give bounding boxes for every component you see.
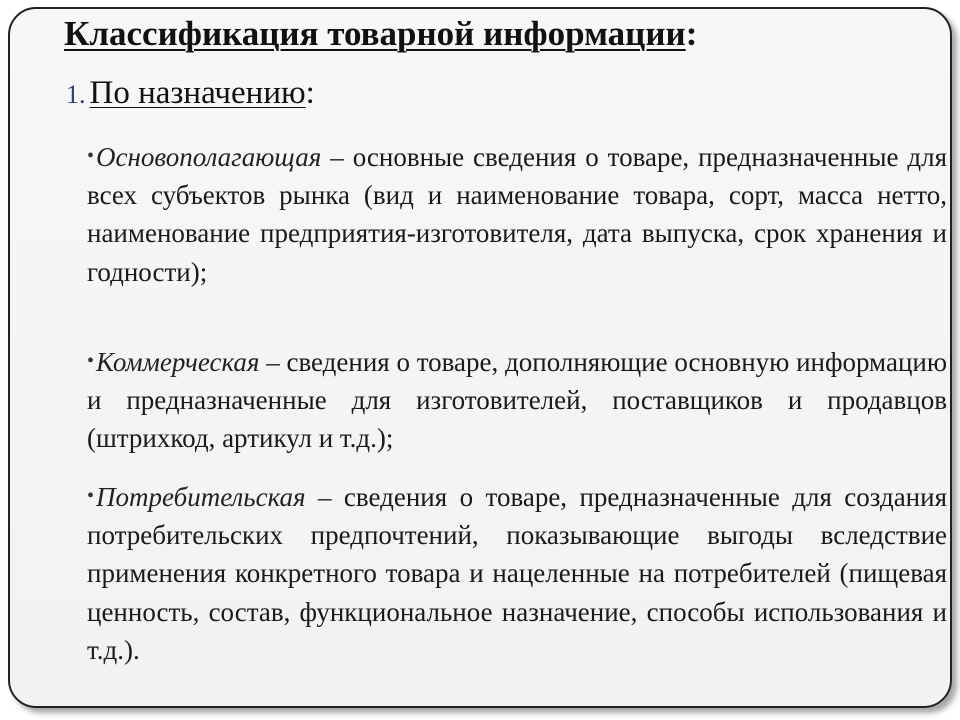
item-description: – сведения о товаре, предназначенные для создания потребительских предпочтений, показывающие выгоды вследствие применения конкретного товара и нацеленные на потребителей (пищевая ценность, состав, функциональное назначение, способы использования и т.д.). <box>87 482 947 665</box>
slide-title-text: Классификация товарной информации <box>64 14 686 53</box>
section-heading-text: По назначению <box>89 75 306 111</box>
item-term: Потребительская <box>96 482 306 512</box>
list-item-consumer <box>87 477 947 669</box>
item-description: – сведения о товаре, дополняющие основную информацию и предназначенные для изготовителей, поставщиков и продавцов (штрихкод, артикул и т.д.); <box>87 347 948 454</box>
bullet-icon: • <box>87 485 95 507</box>
item-description: – основные сведения о товаре, предназначенные для всех субъектов рынка (вид и наименование товара, сорт, масса нетто, наименование предприятия-изготовителя, дата выпуска, срок хранения и годности); <box>87 142 947 287</box>
slide-title <box>64 12 697 56</box>
list-item-commercial <box>87 342 947 458</box>
item-term: Коммерческая <box>96 347 260 377</box>
section-number: 1. <box>66 80 86 109</box>
item-term: Основополагающая <box>96 142 322 172</box>
bullet-icon: • <box>87 145 95 167</box>
bullet-icon: • <box>87 350 95 372</box>
section-heading-colon: : <box>305 75 315 111</box>
section-heading <box>66 71 315 117</box>
slide-title-colon: : <box>685 14 698 53</box>
list-item-basic <box>87 137 947 291</box>
